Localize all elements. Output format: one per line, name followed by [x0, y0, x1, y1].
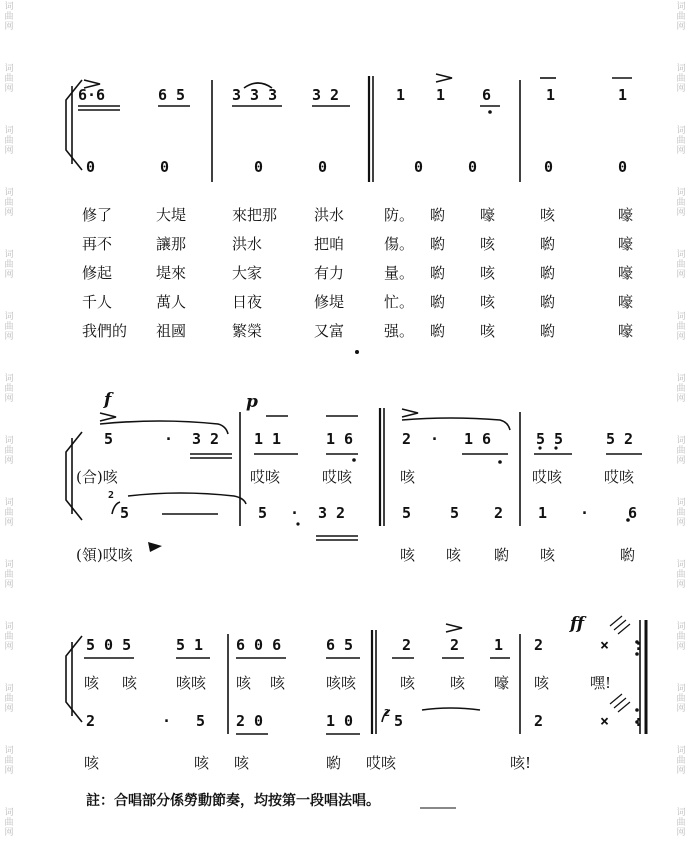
- lyric-syllable: 喲: [430, 293, 446, 311]
- note-number: 6: [628, 504, 638, 522]
- rest-number: 0: [318, 158, 328, 176]
- lyric-syllable: 哎咳: [366, 754, 397, 772]
- lyric-syllable: 咳: [400, 674, 416, 692]
- lyric-syllable: 哎咳: [604, 468, 635, 486]
- note-number: 2: [402, 430, 412, 448]
- note-number: 1: [436, 86, 446, 104]
- note-number: 5: [120, 504, 130, 522]
- lyric-syllable: 嚎: [618, 293, 634, 311]
- watermark-mark: 词 曲 网: [676, 746, 686, 776]
- lyric-syllable: 繁榮: [232, 322, 263, 340]
- note-number: 3 2: [192, 430, 220, 448]
- chorus-label: (合)咳: [76, 468, 118, 486]
- lyric-syllable: 强。: [384, 322, 415, 340]
- lyric-syllable: 有力: [314, 264, 345, 282]
- lyric-syllable: 修起: [82, 264, 113, 282]
- note-number: 6 0 6: [236, 636, 282, 654]
- lyric-syllable: 堤來: [156, 264, 187, 282]
- lyric-syllable: 嚎: [480, 206, 496, 224]
- lyric-syllable: 量。: [384, 264, 415, 282]
- lyric-syllable: 哎咳: [322, 468, 353, 486]
- watermark-mark: 词 曲 网: [676, 2, 686, 32]
- lyric-syllable: 修堤: [314, 293, 345, 311]
- note-number: 6 5: [158, 86, 186, 104]
- watermark-mark: 词 曲 网: [676, 436, 686, 466]
- lyric-syllable: 咳咳: [326, 674, 357, 692]
- note-number: 5: [394, 712, 404, 730]
- watermark-mark: 词 曲 网: [4, 250, 14, 280]
- watermark-mark: 词 曲 网: [676, 808, 686, 838]
- lyric-syllable: 嚎: [494, 674, 510, 692]
- lyric-syllable: 嚎: [618, 206, 634, 224]
- note-number: ·: [164, 430, 174, 448]
- note-number: 2: [534, 712, 544, 730]
- lyric-syllable: 咳: [480, 235, 496, 253]
- lyric-syllable: 喲: [620, 546, 636, 564]
- lyric-syllable: 修了: [82, 206, 113, 224]
- watermark-mark: 词 曲 网: [676, 560, 686, 590]
- watermark-mark: 词 曲 网: [4, 622, 14, 652]
- note-number: 2: [402, 636, 412, 654]
- rest-number: 0: [414, 158, 424, 176]
- lyric-syllable: 哎咳: [250, 468, 281, 486]
- note-number: ×: [600, 712, 610, 730]
- lyric-syllable: 喲: [494, 546, 510, 564]
- note-number: 6: [482, 86, 492, 104]
- rest-number: 0: [254, 158, 264, 176]
- note-number: ×: [600, 636, 610, 654]
- note-number: :: [634, 636, 644, 654]
- note-number: 1: [546, 86, 556, 104]
- note-number: ·: [430, 430, 440, 448]
- note-number: 3 2: [318, 504, 346, 522]
- watermark-mark: 词 曲 网: [676, 126, 686, 156]
- note-number: 1 6: [464, 430, 492, 448]
- lyric-syllable: 萬人: [156, 293, 187, 311]
- lyric-syllable: 讓那: [156, 235, 187, 253]
- lyric-syllable: 咳: [540, 206, 556, 224]
- lyric-syllable: 傷。: [384, 235, 415, 253]
- watermark-mark: 词 曲 网: [4, 560, 14, 590]
- note-number: ·: [290, 504, 300, 522]
- dynamic-forte: f: [104, 390, 112, 410]
- watermark-mark: 词 曲 网: [4, 2, 14, 32]
- rest-number: 0: [468, 158, 478, 176]
- note-number: 5 5: [536, 430, 564, 448]
- lyric-syllable: 大堤: [156, 206, 187, 224]
- lyric-syllable: 把咱: [314, 235, 345, 253]
- rest-number: 0: [160, 158, 170, 176]
- lyric-syllable: 咳咳: [176, 674, 207, 692]
- lyric-syllable: 防。: [384, 206, 415, 224]
- lyric-syllable: 又富: [314, 322, 345, 340]
- lyric-syllable: 喲: [540, 264, 556, 282]
- lyric-syllable: 咳: [236, 674, 252, 692]
- lyric-syllable: 咳: [480, 264, 496, 282]
- note-number: ·: [162, 712, 172, 730]
- note-number: 5: [196, 712, 206, 730]
- note-number: 5 2: [606, 430, 634, 448]
- lyric-syllable: 咳: [540, 546, 556, 564]
- lyric-syllable: 千人: [82, 293, 113, 311]
- lyric-syllable: 咳: [84, 754, 100, 772]
- lyric-syllable: 咳: [534, 674, 550, 692]
- note-number: 1 6: [326, 430, 354, 448]
- note-number: 2: [494, 504, 504, 522]
- watermark-mark: 词 曲 网: [4, 684, 14, 714]
- lyric-syllable: 洪水: [232, 235, 263, 253]
- lyric-syllable: 喲: [430, 206, 446, 224]
- lyric-syllable: 咳: [270, 674, 286, 692]
- rest-number: 0: [618, 158, 628, 176]
- lyric-syllable: 嚎: [618, 235, 634, 253]
- note-number: 2: [86, 712, 96, 730]
- lyric-syllable: 哎咳: [532, 468, 563, 486]
- lyric-syllable: 洪水: [314, 206, 345, 224]
- lyric-syllable: 祖國: [156, 322, 187, 340]
- lyric-syllable: 嚎: [618, 322, 634, 340]
- note-number: 2 0: [236, 712, 264, 730]
- note-number: 5 1: [176, 636, 204, 654]
- watermark-mark: 词 曲 网: [4, 498, 14, 528]
- watermark-mark: 词 曲 网: [676, 374, 686, 404]
- watermark-mark: 词 曲 网: [4, 188, 14, 218]
- lyric-syllable: 日夜: [232, 293, 263, 311]
- lyric-syllable: 咳: [400, 546, 416, 564]
- lyric-syllable: 咳: [194, 754, 210, 772]
- note-number: ·: [580, 504, 590, 522]
- lyric-syllable: 喲: [540, 322, 556, 340]
- watermark-mark: 词 曲 网: [676, 250, 686, 280]
- note-number: 3 2: [312, 86, 340, 104]
- note-number: 3 3 3: [232, 86, 278, 104]
- note-number: 1: [396, 86, 406, 104]
- watermark-mark: 词 曲 网: [4, 374, 14, 404]
- dynamic-piano: p: [246, 392, 258, 412]
- lyric-syllable: 咳: [234, 754, 250, 772]
- watermark-mark: 词 曲 网: [676, 622, 686, 652]
- note-number: 5: [450, 504, 460, 522]
- note-number: 6 5: [326, 636, 354, 654]
- note-number: 5 0 5: [86, 636, 132, 654]
- lyric-syllable: 喲: [430, 235, 446, 253]
- note-number: :: [634, 712, 644, 730]
- note-number: 5: [104, 430, 114, 448]
- lyric-syllable: 咳: [450, 674, 466, 692]
- lyric-syllable: 來把那: [232, 206, 278, 224]
- note-number: 5: [258, 504, 268, 522]
- lyric-syllable: 咳: [84, 674, 100, 692]
- lyric-syllable: 咳: [480, 322, 496, 340]
- note-number: 1: [494, 636, 504, 654]
- watermark-mark: 词 曲 网: [4, 436, 14, 466]
- rest-number: 0: [544, 158, 554, 176]
- lyric-syllable: 忙。: [384, 293, 415, 311]
- grace-note: 2: [384, 708, 391, 719]
- note-number: 1 0: [326, 712, 354, 730]
- watermark-mark: 词 曲 网: [676, 684, 686, 714]
- note-number: 1 1: [254, 430, 282, 448]
- lyric-syllable: 嚎: [618, 264, 634, 282]
- watermark-mark: 词 曲 网: [4, 126, 14, 156]
- rest-number: 0: [86, 158, 96, 176]
- note-number: 5: [402, 504, 412, 522]
- lyric-syllable: 咳: [480, 293, 496, 311]
- note-number: 2: [450, 636, 460, 654]
- leader-label: (領)哎咳: [76, 546, 133, 564]
- watermark-mark: 词 曲 网: [4, 808, 14, 838]
- lyric-syllable: 喲: [540, 235, 556, 253]
- dynamic-fortissimo: ff: [570, 614, 585, 634]
- lyric-syllable: 我們的: [82, 322, 128, 340]
- note-number: 6·6: [78, 86, 106, 104]
- watermark-mark: 词 曲 网: [676, 64, 686, 94]
- watermark-mark: 词 曲 网: [676, 188, 686, 218]
- watermark-mark: 词 曲 网: [676, 498, 686, 528]
- lyric-syllable: 嘿!: [590, 674, 612, 692]
- note-number: 2: [534, 636, 544, 654]
- lyric-syllable: 咳: [446, 546, 462, 564]
- lyric-syllable: 喲: [540, 293, 556, 311]
- lyric-syllable: 咳!: [510, 754, 532, 772]
- watermark-mark: 词 曲 网: [4, 312, 14, 342]
- lyric-syllable: 大家: [232, 264, 263, 282]
- watermark-mark: 词 曲 网: [4, 746, 14, 776]
- lyric-syllable: 咳: [400, 468, 416, 486]
- lyric-syllable: 喲: [430, 264, 446, 282]
- watermark-mark: 词 曲 网: [4, 64, 14, 94]
- lyric-syllable: 喲: [430, 322, 446, 340]
- note-number: 1: [618, 86, 628, 104]
- lyric-syllable: 再不: [82, 235, 113, 253]
- note-number: 1: [538, 504, 548, 522]
- watermark-mark: 词 曲 网: [676, 312, 686, 342]
- grace-note: 2: [108, 490, 115, 501]
- footnote: 註：合唱部分係勞動節奏，均按第一段唱法唱。: [86, 793, 380, 809]
- lyric-syllable: 喲: [326, 754, 342, 772]
- lyric-syllable: 咳: [122, 674, 138, 692]
